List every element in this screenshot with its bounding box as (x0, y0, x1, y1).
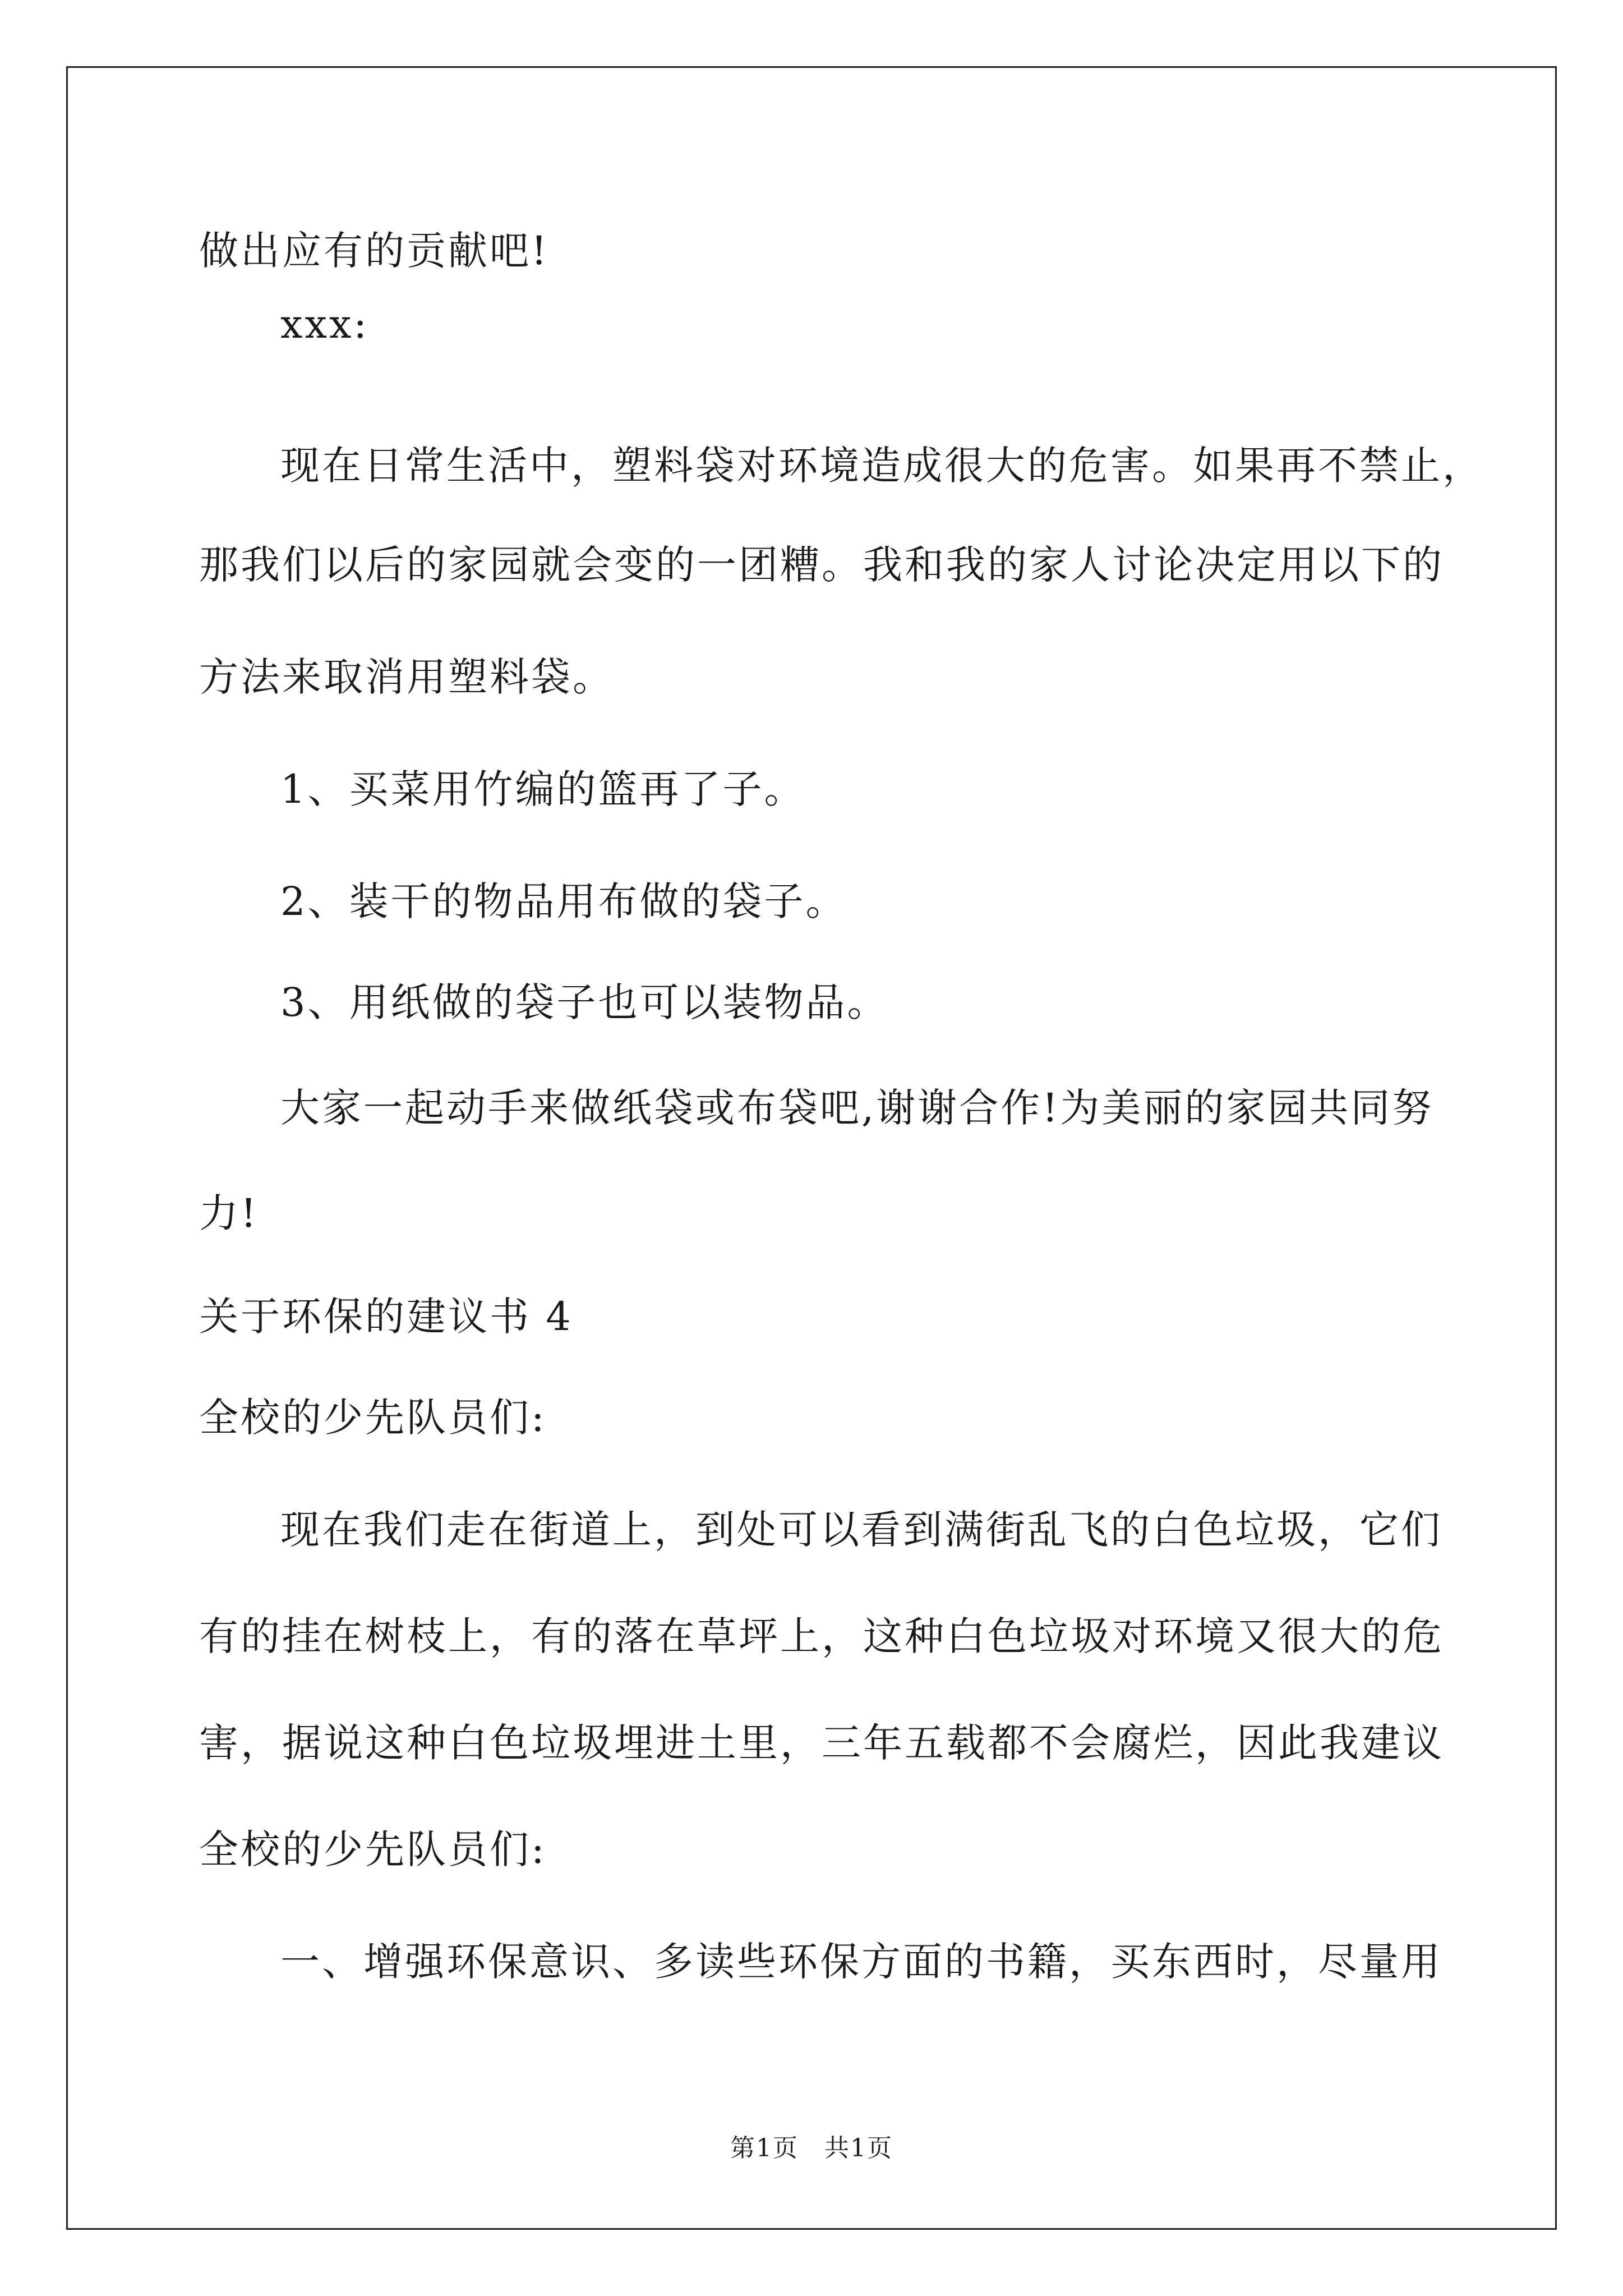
paragraph-line: 害，据说这种白色垃圾埋进土里，三年五载都不会腐烂，因此我建议 (199, 1720, 1444, 1766)
list-item: 1、买菜用竹编的篮再了子。 (280, 766, 806, 812)
paragraph-line: 一、增强环保意识、多读些环保方面的书籍，买东西时，尽量用 (280, 1939, 1442, 1985)
list-item: 3、用纸做的袋子也可以装物品。 (280, 979, 889, 1025)
paragraph-line: 现在我们走在街道上，到处可以看到满街乱飞的白色垃圾，它们 (280, 1507, 1442, 1553)
paragraph-line: 那我们以后的家园就会变的一团糟。我和我的家人讨论决定用以下的 (199, 542, 1444, 588)
page-footer: 第1页 共1页 (730, 2134, 893, 2162)
paragraph-line: 有的挂在树枝上，有的落在草坪上，这种白色垃圾对环境又很大的危 (199, 1613, 1444, 1659)
paragraph-line: 大家一起动手来做纸袋或布袋吧,谢谢合作!为美丽的家园共同努 (280, 1085, 1434, 1131)
page-border (66, 66, 1557, 2230)
section-heading: 关于环保的建议书 4 (199, 1294, 573, 1340)
text-line: 做出应有的贡献吧! (199, 228, 550, 274)
salutation: 全校的少先队员们: (199, 1395, 547, 1441)
list-item: 2、装干的物品用布做的袋子。 (280, 878, 847, 924)
paragraph-line: 现在日常生活中，塑料袋对环境造成很大的危害。如果再不禁止， (280, 443, 1484, 489)
paragraph-line: 全校的少先队员们: (199, 1826, 547, 1872)
paragraph-line: 方法来取消用塑料袋。 (199, 654, 614, 700)
salutation: xxx: (280, 301, 370, 347)
paragraph-line: 力! (199, 1190, 259, 1236)
